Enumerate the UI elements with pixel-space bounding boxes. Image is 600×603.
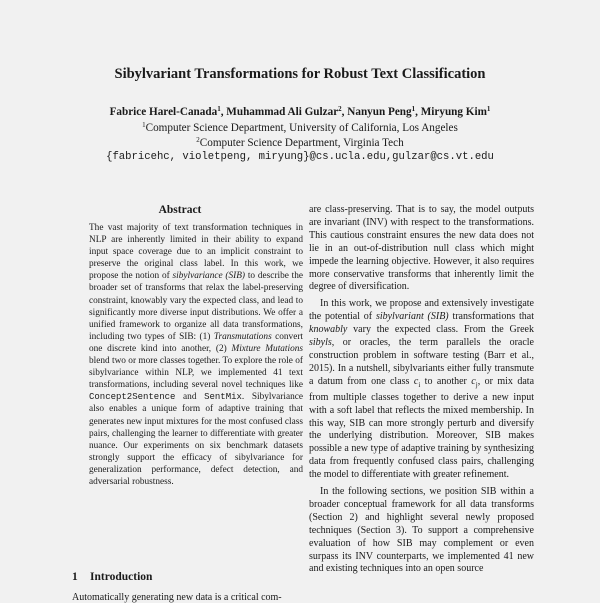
affiliation: $^1$Computer Science Department, University of California, Los Angeles	[142, 121, 458, 134]
text-run: sibylvariant (SIB)	[375, 311, 449, 323]
right-column-text	[309, 204, 534, 576]
text-run: to describe the broader set of transforms that relax the label-preserving constraint, knowably vary the expected class, and lead to significantly more diverse input distributions. We offer a unified framework to organize all data transformations, including two types of SIB: (1)	[89, 271, 304, 342]
text-run: i	[418, 380, 421, 389]
author: Fabrice Harel-Canada$^1$	[109, 105, 221, 118]
author: Muhammad Ali Gulzar$^2$	[226, 105, 342, 118]
author: Nanyun Peng$^1$	[347, 105, 416, 118]
text-run: Transmutations	[213, 331, 272, 342]
text-run: are class-preserving. That is to say, the model outputs are invariant (INV) with respect to the transformations. This cautious constraint ensures the new data does not lie in an out-of-distribution null class which might impede the learning objective. However, it also requires more conservative transforms that inherently limit the degree of diversification.	[309, 204, 534, 293]
introduction-text: Automatically generating new data is a critical com-	[72, 592, 282, 603]
text-run: c	[471, 375, 476, 387]
text-run: sibyls	[309, 337, 332, 349]
text-run: knowably	[309, 324, 348, 336]
affiliation: $^2$Computer Science Department, Virginia Tech	[196, 136, 404, 149]
author-emails: {fabricehc, violetpeng, miryung}@cs.ucla.edu,gulzar@cs.vt.edu	[106, 151, 494, 163]
author-list: Fabrice Harel-Canada$^1$, Muhammad Ali Gulzar$^2$, Nanyun Peng$^1$, Miryung Kim$^1$	[109, 105, 491, 118]
text-run: , or oracles, the term parallels the oracle construction problem in software testing (Barr et al., 2015). In a nutshell, sibylvariants either fully transmute a datum from one class	[309, 337, 534, 387]
abstract-heading: Abstract	[158, 204, 202, 216]
text-run: The vast majority of text transformation techniques in NLP are inherently limited in their ability to expand input space coverage due to an implicit constraint to preserve the original class label. In this work, we propose the notion of	[89, 223, 303, 282]
text-run: In this work, we propose and extensively investigate the potential of	[309, 298, 534, 323]
paper-title: Sibylvariant Transformations for Robust Text Classification	[114, 66, 486, 82]
text-run: sibylvariance (SIB)	[172, 271, 246, 282]
author: Miryung Kim$^1$	[420, 105, 491, 118]
text-run: to another	[420, 375, 472, 387]
text-run: Mixture Mutations	[231, 343, 304, 354]
paragraph	[309, 204, 534, 294]
section-heading-introduction	[72, 571, 152, 583]
abstract-body	[89, 222, 303, 488]
text-run: . Sibylvariance also enables a unique form of adaptive training that generates new input mixtures for the most confused class pairs, challenging the learner to differentiate with greater nuance. Our experiments on six benchmark datasets strongly support the efficacy of sibylvariance for generalization performance, defect detection, and adversarial robustness.	[89, 392, 303, 487]
text-run: transformations that	[448, 311, 535, 323]
paragraph	[309, 298, 534, 482]
text-run: c	[413, 375, 419, 387]
paragraph	[309, 486, 534, 576]
text-run: j	[475, 380, 478, 389]
section-number: 1	[72, 571, 78, 583]
text-run: , or mix data from multiple classes together to derive a new input with a soft label that reflects the mixed membership. In this way, SIB can more strongly perturb and diversify the underlying distribution. Moreover, SIB makes possible a new type of adaptive training by synthesizing data from frequently confused class pairs, challenging the model to differentiate with greater refinement.	[309, 375, 535, 481]
text-run: convert one discrete kind into another, (2)	[89, 331, 303, 354]
text-run: In the following sections, we position SIB within a broader conceptual framework for all data transforms (Section 2) and highlight several newly proposed techniques (Section 3). To support a comprehensive evaluation of how SIB may complement or even surpass its INV counterparts, we implemented 41 new and existing techniques into an open source	[309, 486, 534, 575]
text-run: and	[175, 392, 205, 403]
text-run: vary the expected class. From the Greek	[347, 324, 534, 336]
text-run: blend two or more classes together. To explore the role of sibylvariance within NLP, we implemented 41 text transformations, including several novel techniques like	[89, 356, 303, 391]
section-title: Introduction	[90, 571, 153, 583]
text-run: Concept2Sentence	[89, 392, 176, 403]
text-run: SentMix	[204, 392, 242, 403]
